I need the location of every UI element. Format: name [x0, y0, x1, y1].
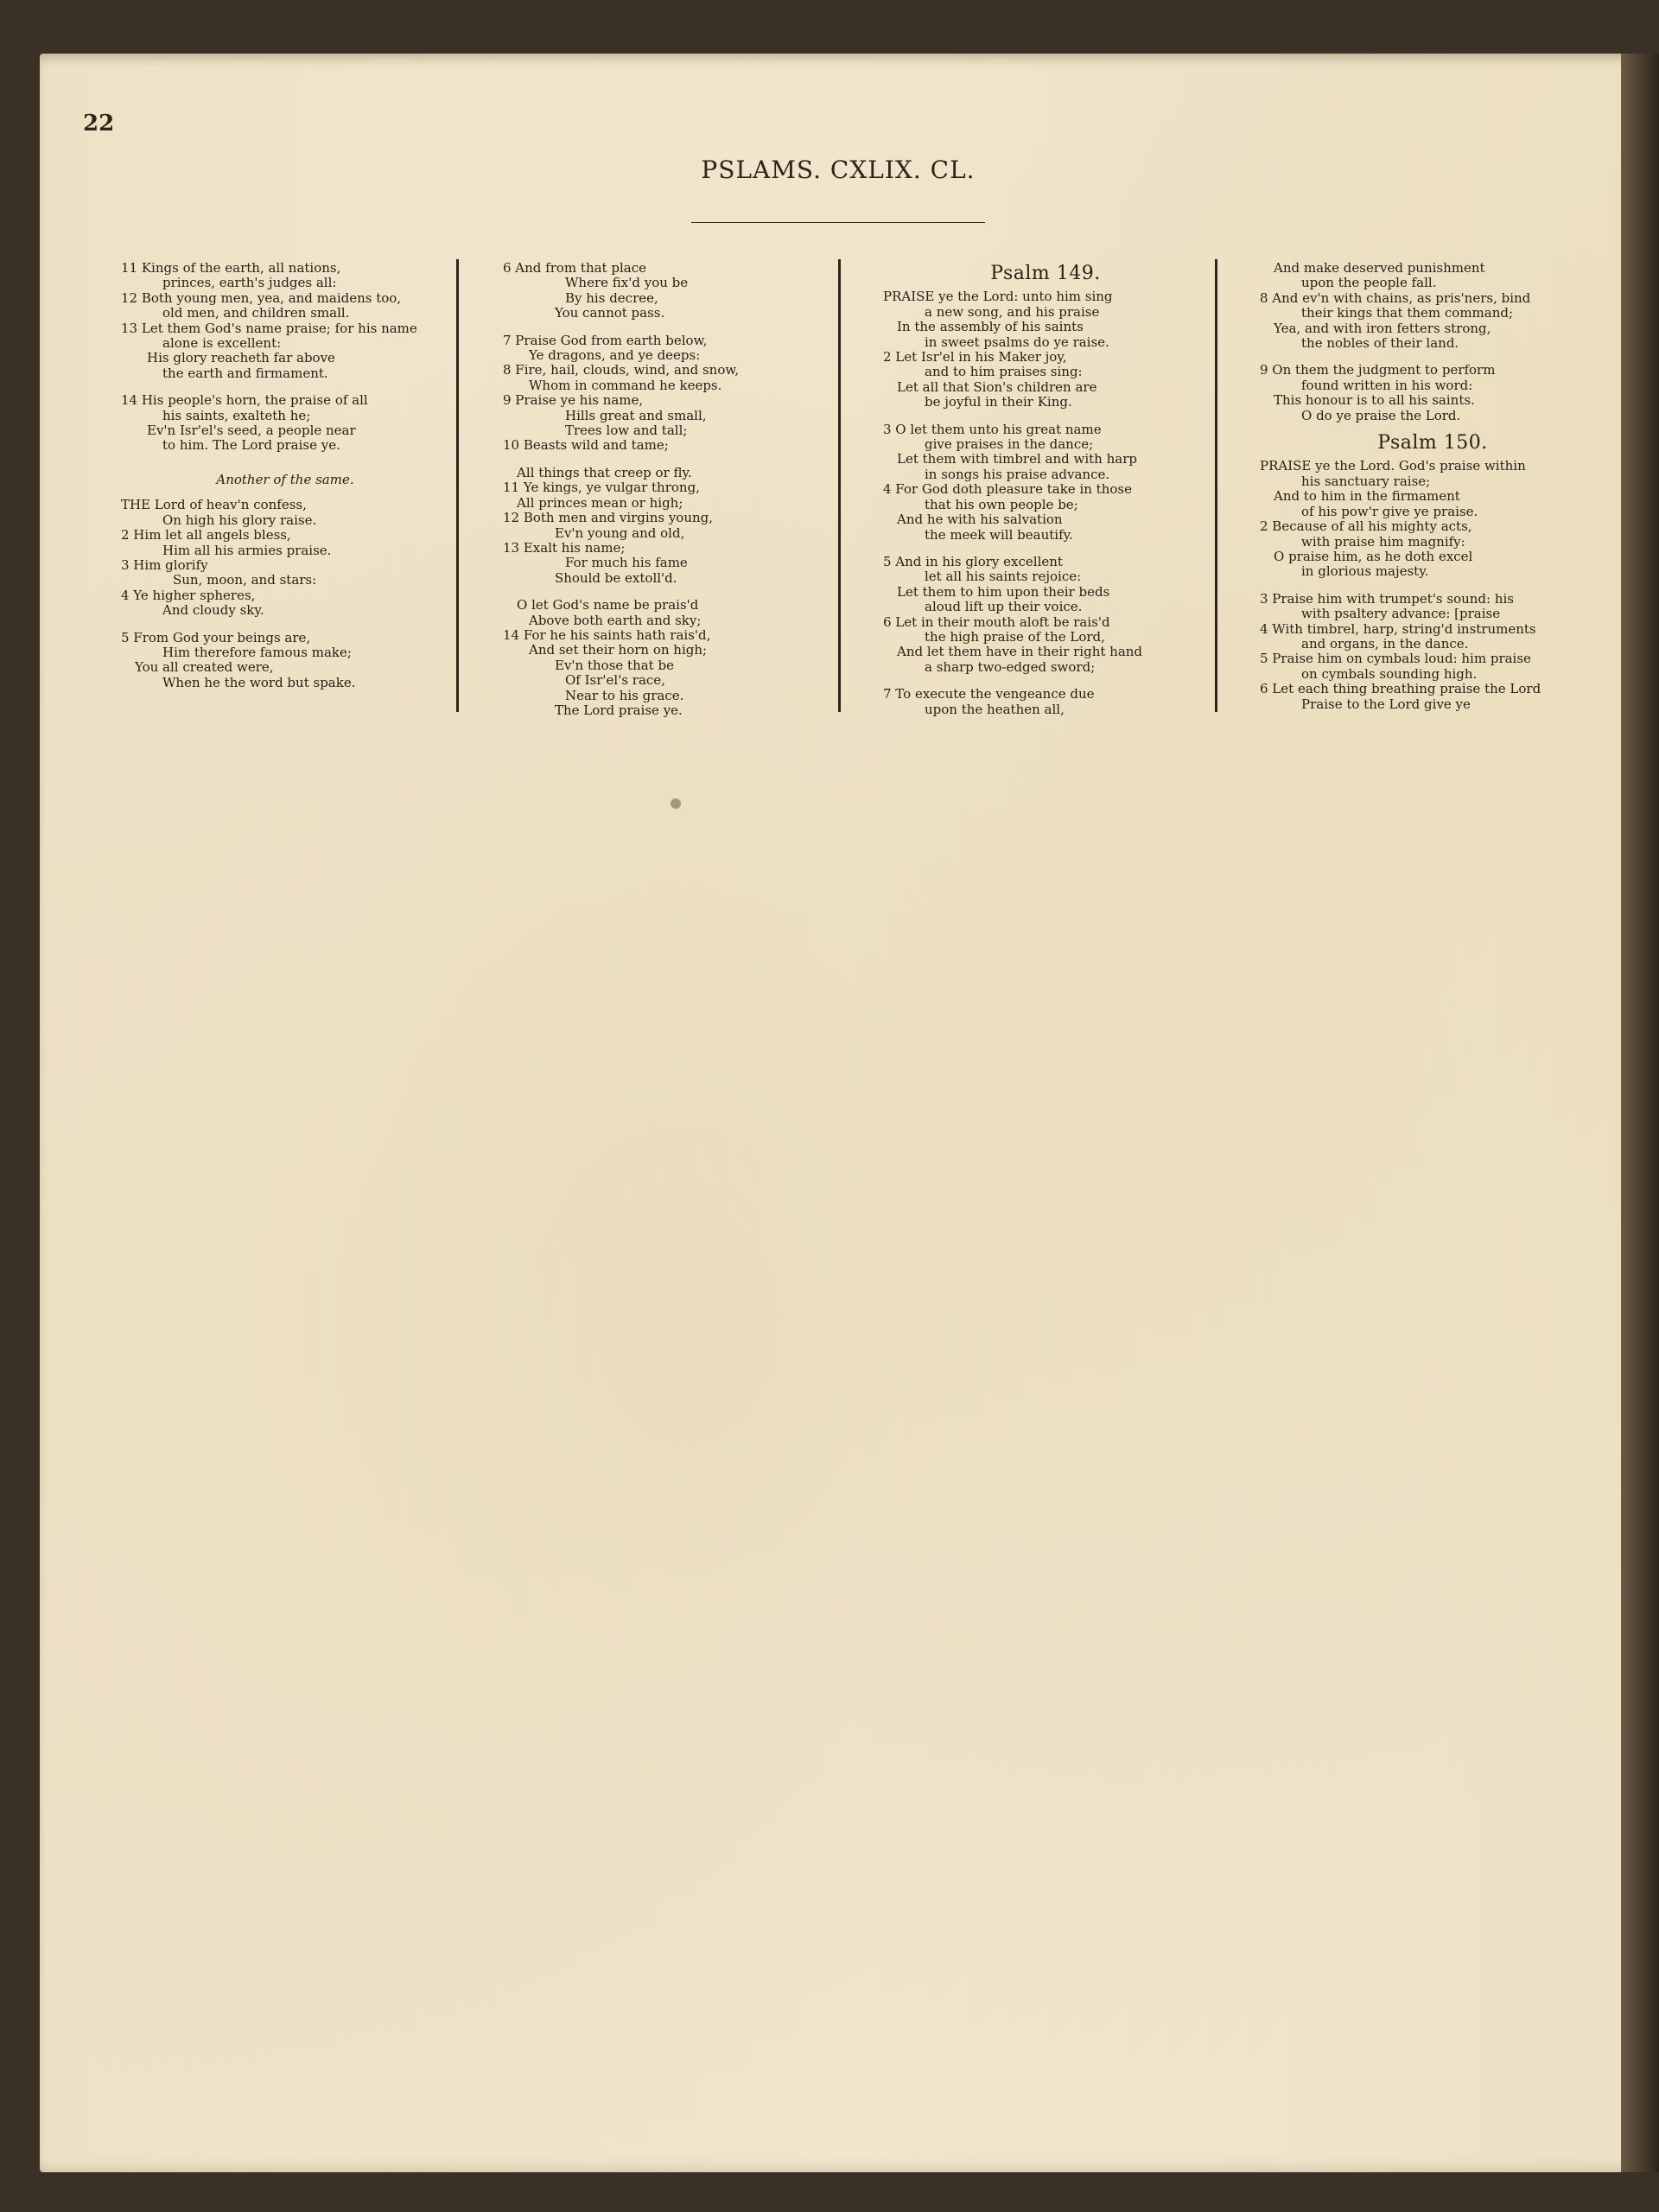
- verse-line: 4 Ye higher spheres,: [121, 587, 256, 603]
- verse-line: Ev'n those that be: [555, 657, 674, 673]
- header-rule: [691, 222, 985, 223]
- verse-line: of his pow'r give ye praise.: [1301, 503, 1478, 519]
- verse-line: And to him in the firmament: [1274, 488, 1460, 505]
- verse-line: Him therefore famous make;: [162, 644, 352, 660]
- psalm-149-title: Psalm 149.: [990, 263, 1101, 284]
- verse-line: the earth and firmament.: [162, 365, 328, 381]
- verse-line: Ev'n young and old,: [555, 524, 685, 541]
- verse-line: Where fix'd you be: [565, 275, 689, 291]
- verse-line: on cymbals sounding high.: [1301, 665, 1478, 682]
- verse-line: And set their horn on high;: [529, 642, 708, 658]
- page-fold-edge: [1621, 54, 1659, 2172]
- verse-line: On high his glory raise.: [162, 512, 317, 528]
- verse-line: Him all his armies praise.: [162, 542, 332, 558]
- verse-line: 5 From God your beings are,: [121, 629, 311, 645]
- verse-line: 4 For God doth pleasure take in those: [883, 481, 1132, 498]
- verse-line: upon the heathen all,: [925, 701, 1065, 717]
- running-head: PSLAMS. CXLIX. CL.: [701, 156, 976, 184]
- verse-line: Let all that Sion's children are: [897, 378, 1097, 395]
- verse-line: Near to his grace.: [565, 687, 684, 703]
- verse-line: 10 Beasts wild and tame;: [503, 437, 669, 454]
- verse-line: give praises in the dance;: [925, 436, 1094, 453]
- column-3: [883, 261, 1208, 729]
- psalm-150-title: Psalm 150.: [1377, 432, 1488, 454]
- verse-line: Ev'n Isr'el's seed, a people near: [147, 423, 356, 439]
- verse-line: 5 Praise him on cymbals loud: him praise: [1260, 651, 1531, 667]
- verse-line: You all created were,: [135, 659, 274, 676]
- verse-line: Above both earth and sky;: [529, 612, 702, 628]
- verse-line: And make deserved punishment: [1274, 260, 1485, 276]
- verse-line: 2 Him let all angels bless,: [121, 527, 291, 543]
- verse-line: O praise him, as he doth excel: [1274, 548, 1473, 564]
- verse-line: In the assembly of his saints: [897, 319, 1084, 335]
- verse-line: his sanctuary raise;: [1301, 473, 1431, 489]
- verse-line: in songs his praise advance.: [925, 466, 1110, 482]
- verse-line: 13 Exalt his name;: [503, 539, 626, 556]
- verse-line: his saints, exalteth he;: [162, 407, 311, 423]
- column-1: [121, 261, 449, 702]
- verse-line: 9 Praise ye his name,: [503, 392, 644, 409]
- verse-line: 3 Him glorify: [121, 556, 208, 573]
- verse-line: 11 Kings of the earth, all nations,: [121, 260, 341, 276]
- verse-line: 11 Ye kings, ye vulgar throng,: [503, 480, 700, 496]
- verse-line: be joyful in their King.: [925, 394, 1072, 410]
- verse-line: to him. The Lord praise ye.: [162, 437, 340, 454]
- verse-line: And let them have in their right hand: [897, 644, 1143, 660]
- verse-line: O let God's name be prais'd: [517, 597, 699, 613]
- verse-line: 6 Let in their mouth aloft be rais'd: [883, 613, 1110, 630]
- verse-line: 12 Both young men, yea, and maidens too,: [121, 289, 402, 306]
- verse-line: When he the word but spake.: [162, 674, 356, 690]
- verse-line: And he with his salvation: [897, 512, 1063, 528]
- verse-line: 2 Let Isr'el in his Maker joy,: [883, 349, 1067, 365]
- verse-line: For much his fame: [565, 555, 688, 571]
- verse-line: 8 And ev'n with chains, as pris'ners, bind: [1260, 289, 1531, 306]
- verse-line: the meek will beautify.: [925, 526, 1073, 543]
- verse-line: the high praise of the Lord,: [925, 628, 1105, 645]
- verse-line: 4 With timbrel, harp, string'd instruments: [1260, 620, 1536, 637]
- verse-line: 13 Let them God's name praise; for his name: [121, 320, 417, 336]
- verse-line: You cannot pass.: [555, 305, 665, 321]
- verse-line: 7 Praise God from earth below,: [503, 332, 708, 348]
- verse-line: with psaltery advance: [praise: [1301, 606, 1501, 622]
- verse-line: the nobles of their land.: [1301, 335, 1459, 352]
- verse-line: All princes mean or high;: [517, 494, 683, 511]
- verse-line: By his decree,: [565, 289, 658, 306]
- column-2: [503, 261, 831, 730]
- verse-line: aloud lift up their voice.: [925, 599, 1083, 615]
- verse-line: that his own people be;: [925, 496, 1078, 512]
- verse-line: Whom in command he keeps.: [529, 377, 722, 393]
- verse-line: This honour is to all his saints.: [1274, 392, 1475, 409]
- verse-line: their kings that them command;: [1301, 305, 1514, 321]
- paper-stain: [671, 798, 681, 809]
- verse-line: 3 O let them unto his great name: [883, 421, 1102, 437]
- verse-line: 2 Because of all his mighty acts,: [1260, 518, 1472, 535]
- verse-line: 8 Fire, hail, clouds, wind, and snow,: [503, 362, 740, 378]
- verse-line: THE Lord of heav'n confess,: [121, 497, 307, 513]
- verse-line: 6 Let each thing breathing praise the Lord: [1260, 681, 1541, 697]
- verse-line: And cloudy sky.: [162, 602, 264, 619]
- verse-line: 12 Both men and virgins young,: [503, 510, 714, 526]
- verse-line: 14 His people's horn, the praise of all: [121, 392, 368, 409]
- verse-line: Yea, and with iron fetters strong,: [1274, 320, 1491, 336]
- section-subtitle: Another of the same.: [216, 471, 354, 487]
- verse-line: Let them to him upon their beds: [897, 583, 1110, 600]
- verse-line: princes, earth's judges all:: [162, 275, 337, 291]
- verse-line: let all his saints rejoice:: [925, 569, 1082, 585]
- verse-line: a sharp two-edged sword;: [925, 658, 1096, 675]
- verse-line: O do ye praise the Lord.: [1301, 407, 1461, 423]
- verse-line: a new song, and his praise: [925, 303, 1100, 320]
- column-divider-2: [838, 259, 841, 712]
- verse-line: Hills great and small,: [565, 407, 707, 423]
- verse-line: found written in his word:: [1301, 377, 1473, 393]
- verse-line: and organs, in the dance.: [1301, 635, 1469, 652]
- verse-line: 7 To execute the vengeance due: [883, 686, 1095, 702]
- verse-line: Trees low and tall;: [565, 423, 688, 439]
- column-divider-1: [456, 259, 459, 712]
- verse-line: in sweet psalms do ye raise.: [925, 334, 1109, 350]
- verse-line: and to him praises sing:: [925, 364, 1083, 380]
- verse-line: old men, and children small.: [162, 305, 350, 321]
- verse-line: Praise to the Lord give ye: [1301, 696, 1471, 712]
- verse-line: Sun, moon, and stars:: [173, 572, 317, 588]
- verse-line: PRAISE ye the Lord. God's praise within: [1260, 458, 1526, 474]
- verse-line: alone is excellent:: [162, 335, 282, 352]
- verse-line: Should be extoll'd.: [555, 569, 677, 586]
- verse-line: 14 For he his saints hath rais'd,: [503, 626, 711, 643]
- verse-line: Let them with timbrel and with harp: [897, 451, 1137, 467]
- verse-line: 5 And in his glory excellent: [883, 553, 1063, 569]
- verse-line: 9 On them the judgment to perform: [1260, 362, 1496, 378]
- verse-line: with praise him magnify:: [1301, 533, 1465, 550]
- verse-line: His glory reacheth far above: [147, 350, 335, 366]
- verse-line: 6 And from that place: [503, 260, 646, 276]
- page-number: 22: [83, 111, 115, 137]
- verse-line: Ye dragons, and ye deeps:: [529, 347, 701, 364]
- verse-line: 3 Praise him with trumpet's sound: his: [1260, 590, 1515, 607]
- verse-line: in glorious majesty.: [1301, 563, 1429, 580]
- verse-line: Of Isr'el's race,: [565, 672, 665, 689]
- verse-line: All things that creep or fly.: [517, 464, 692, 480]
- verse-line: The Lord praise ye.: [555, 702, 683, 718]
- column-divider-3: [1215, 259, 1217, 712]
- verse-line: PRAISE ye the Lord: unto him sing: [883, 289, 1113, 305]
- column-4: [1260, 261, 1605, 724]
- verse-line: upon the people fall.: [1301, 275, 1437, 291]
